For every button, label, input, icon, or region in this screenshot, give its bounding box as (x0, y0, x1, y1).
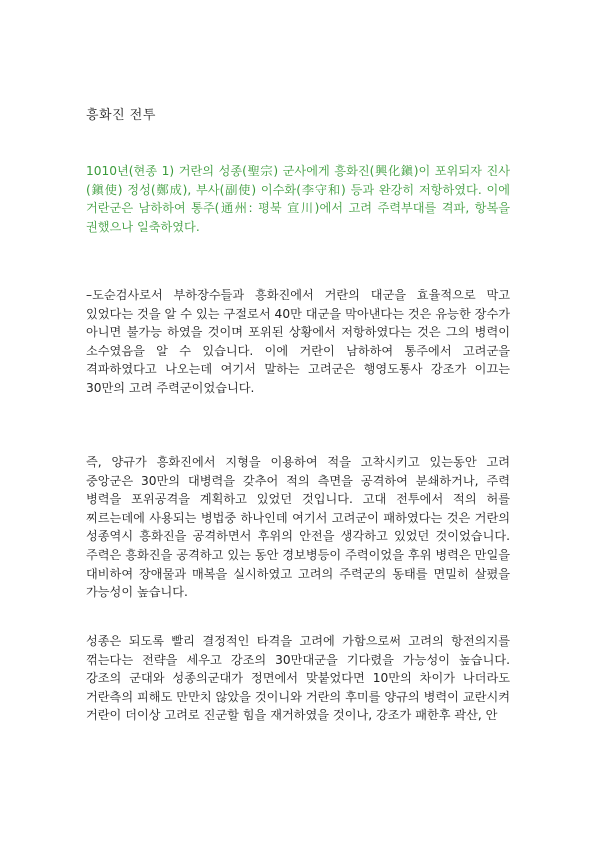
intro-paragraph: 1010년(현종 1) 거란의 성종(聖宗) 군사에게 흥화진(興化鎭)이 포위되자 진사(鎭使) 정성(鄭成), 부사(副使) 이수화(李守和) 등과 완강히 저항하였다. 이에 거란군은 남하하여 통주(通州: 평북 宣川)에서 고려 주력부대를 격파, 항복을 권했으나 일축하였다. (86, 164, 510, 234)
document-title: 흥화진 전투 (86, 108, 156, 123)
body-paragraph-3: 성종은 되도록 빨리 결정적인 타격을 고려에 가함으로써 고려의 항전의지를 꺾는다는 전략을 세우고 강조의 30만대군을 기다렸을 가능성이 높습니다. 강조의 군대와 성종의군대가 정면에서 맞붙었다면 10만의 차이가 나더라도 거란측의 피해도 만만치 않았을 것이니와 거란의 후미를 양규의 병력이 교란시켜 거란이 더이상 고려로 진군할 힘을 재거하였을 것이나, 강조가 패한후 곽산, 안 (86, 634, 510, 723)
body-paragraph-1: –도순검사로서 부하장수들과 흥화진에서 거란의 대군을 효율적으로 막고 있었다는 것을 알 수 있는 구절로서 40만 대군을 막아낸다는 것은 유능한 장수가 아니면 불가능 하였을 것이며 포위된 상황에서 저항하였다는 것은 그의 병력이 소수였음을 알 수 있습니다. 이에 거란이 남하하여 통주에서 고려군을 격파하였다고 나오는데 여기서 말하는 고려군은 행영도통사 강조가 이끄는 30만의 고려 주력군이었습니다. (86, 288, 510, 395)
body-paragraph-2: 즉, 양규가 흥화진에서 지형을 이용하여 적을 고착시키고 있는동안 고려 중앙군은 30만의 대병력을 갖추어 적의 측면을 공격하여 분쇄하거나, 주력 병력을 포위공격을 계획하고 있었던 것입니다. 고대 전투에서 적의 허를 찌르는데에 사용되는 병법중 하나인데 여기서 고려군이 패하였다는 것은 거란의 성종역시 흥화진을 공격하면서 후위의 안전을 생각하고 있었던 것이었습니다. 주력은 흥화진을 공격하고 있는 동안 경보병등이 주력이었을 후위 병력은 만일을 대비하여 장애물과 매복을 실시하였고 고려의 주력군의 동태를 면밀히 살폈을 가능성이 높습니다. (86, 455, 510, 600)
